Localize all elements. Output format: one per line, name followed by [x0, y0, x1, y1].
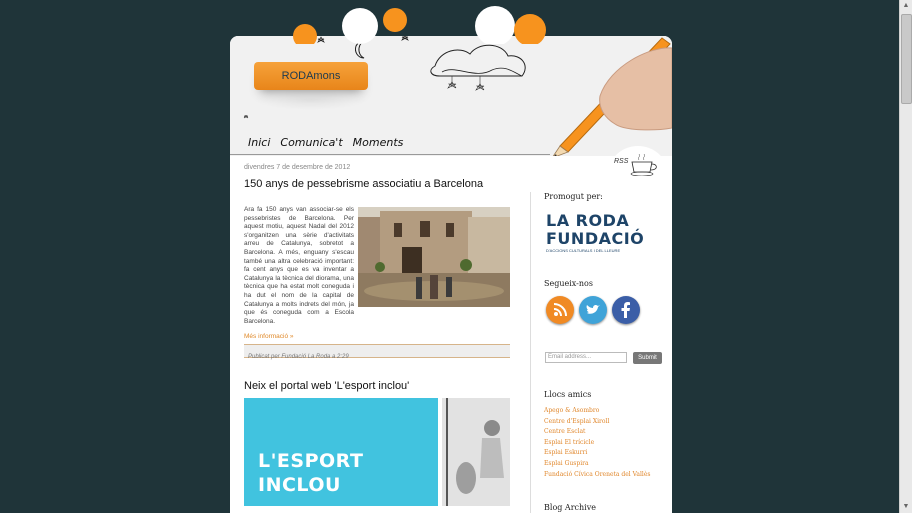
rss-icon[interactable] [546, 296, 574, 324]
blog-logo[interactable] [254, 62, 368, 90]
submit-button[interactable]: Submit [633, 352, 662, 364]
post2-title-link[interactable]: Neix el portal web 'L'esport inclou' [244, 380, 410, 392]
fundacio-la-roda-logo[interactable] [544, 211, 645, 255]
friend-link[interactable]: Centre Esclat [544, 428, 586, 436]
scroll-down-icon[interactable]: ▼ [902, 503, 910, 510]
header-top-clouds [285, 4, 585, 44]
post-title-link[interactable]: 150 anys de pessebrisme associatiu a Barcelona [244, 178, 484, 190]
friend-link[interactable]: Esplai El trícicle [544, 438, 595, 446]
post-body: Ara fa 150 anys van associar-se els pessebristes de Barcelona. Per aquest motiu, aquest Nadal del 2012 s'organitzen una sèrie d'activitats arreu de Catalunya, sobretot a Barcelona. A més, enguany s'escau també una altra celebració important: fa cent anys que es va inventar a Catalunya la tècnica del diorama, una tècnica que ha estat molt coneguda i ha dut el nom de la capital de Catalunya a molts indrets del món, ja que és coneguda com a Escola Barcelona. [244, 206, 354, 325]
nav-item-inici[interactable]: Inici [248, 136, 271, 149]
twitter-icon[interactable] [579, 296, 607, 324]
post-author-line: Publicat per Fundació La Roda a 2:29 [248, 354, 349, 360]
follow-heading: Segueix-nos [544, 279, 593, 288]
esport-inclou-banner [244, 398, 510, 508]
logo-shadow [254, 90, 368, 110]
header-divider [230, 154, 550, 155]
banner-text-line1: L'ESPORT [258, 450, 364, 472]
banner-blue-panel [244, 398, 438, 506]
nativity-scene-image [358, 207, 510, 307]
gym-photo [442, 398, 510, 506]
blog-logo-text: RODAmons [281, 70, 341, 82]
friend-link[interactable]: Centre d'Esplai Xiroll [544, 417, 610, 425]
post-date: divendres 7 de desembre de 2012 [244, 164, 351, 171]
friend-link[interactable]: Fundació Cívica Oreneta del Vallès [544, 470, 651, 478]
main-nav [248, 136, 403, 149]
rss-cup-button[interactable] [610, 146, 666, 194]
coffee-cup-icon [630, 154, 660, 176]
friends-list [544, 406, 650, 480]
blog-header [230, 36, 672, 156]
sidebar-divider [530, 192, 531, 513]
roda-logo-line1: LA RODA [546, 211, 630, 230]
archive-heading: Blog Archive [544, 503, 596, 512]
post-footer [244, 344, 510, 358]
read-more-link[interactable]: Més informació » [244, 333, 294, 340]
promo-heading: Promogut per: [544, 192, 603, 201]
email-subscribe-input[interactable]: Email address... [545, 352, 627, 363]
friend-link[interactable]: Apego & Asombro [544, 407, 600, 414]
facebook-icon[interactable] [612, 296, 640, 324]
roda-logo-line2: FUNDACIÓ [546, 229, 645, 248]
vertical-scrollbar[interactable] [899, 0, 912, 513]
nav-item-comunica[interactable]: Comunica't [280, 136, 343, 149]
scrollbar-thumb[interactable] [901, 14, 912, 104]
friend-link[interactable]: Esplai Eskurri [544, 449, 588, 457]
friend-link[interactable]: Esplai Guspira [544, 459, 589, 467]
blog-page [230, 36, 672, 513]
roda-logo-line3: D'ACCIONS CULTURALS I DEL LLEURE [546, 248, 621, 253]
scroll-up-icon[interactable]: ▲ [902, 2, 910, 9]
rss-label: RSS [614, 158, 629, 165]
banner-text-line2: INCLOU [258, 474, 341, 496]
social-buttons [546, 296, 640, 324]
friends-heading: Llocs amics [544, 390, 592, 399]
nav-item-moments[interactable]: Moments [352, 136, 404, 149]
